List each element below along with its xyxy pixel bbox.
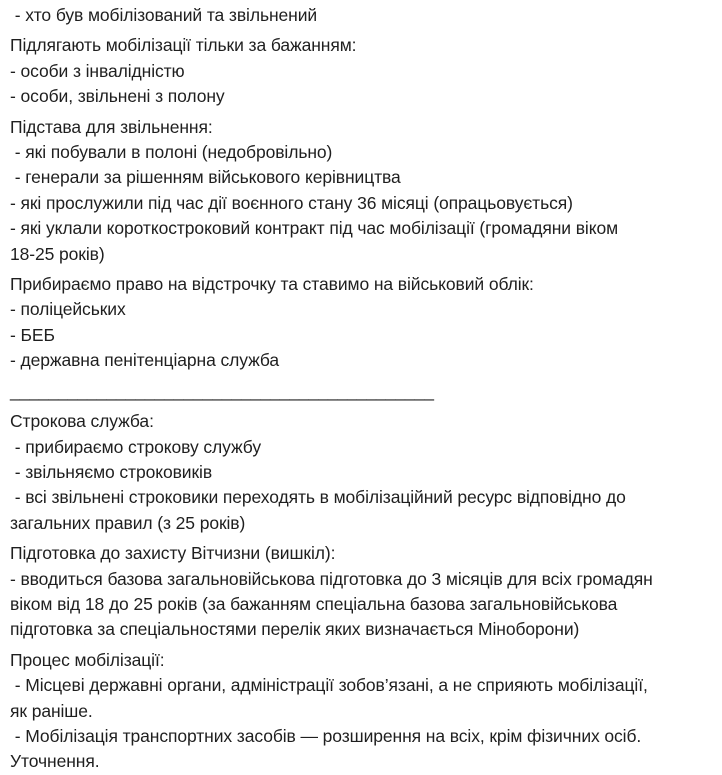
paragraph-continued-list (10, 3, 714, 28)
list-item-wrap: як раніше. (10, 700, 93, 721)
list-item-wrap: Уточнення. (10, 751, 100, 772)
list-item: - особи з інвалідністю (10, 60, 185, 81)
list-item: - які уклали короткостроковий контракт під час мобілізації (громадяни віком (10, 218, 619, 239)
list-item: - які побували в полоні (недобровільно) (10, 142, 333, 163)
list-item: - особи, звільнені з полону (10, 86, 225, 107)
paragraph-heading: Процес мобілізації: (10, 649, 165, 670)
list-item: - Мобілізація транспортних засобів — розширення на всіх, крім фізичних осіб. (10, 725, 642, 746)
separator-underscores (10, 379, 714, 404)
list-item: - які прослужили під час дії воєнного стану 36 місяці (опрацьовується) (10, 192, 573, 213)
paragraph-mobilization-process (10, 648, 714, 775)
list-item-wrap: загальних правил (з 25 років) (10, 512, 246, 533)
list-item-wrap: віком від 18 до 25 років (за бажанням спеціальна базова загальновійськова (10, 593, 618, 614)
separator-line: ____________________________________________ (10, 380, 434, 401)
list-item: - поліцейських (10, 299, 126, 320)
list-item: - державна пенітенціарна служба (10, 350, 280, 371)
paragraph-deferral-removal (10, 272, 714, 374)
list-item: - всі звільнені строковики переходять в мобілізаційний ресурс відповідно до (10, 487, 626, 508)
paragraph-heading: Підстава для звільнення: (10, 116, 213, 137)
paragraph-conscript-service (10, 409, 714, 536)
paragraph-heading: Строкова служба: (10, 411, 154, 432)
text-line: - хто був мобілізований та звільнений (10, 5, 318, 25)
paragraph-discharge-grounds (10, 115, 714, 267)
list-item: - вводиться базова загальновійськова підготовка до 3 місяців для всіх громадян (10, 568, 653, 589)
list-item: - БЕБ (10, 324, 55, 345)
list-item: - генерали за рішенням військового керівництва (10, 167, 401, 188)
list-item: - прибираємо строкову службу (10, 436, 261, 457)
list-item-wrap: підготовка за спеціальностями перелік яких визначається Міноборони) (10, 619, 580, 640)
paragraph-heading: Прибираємо право на відстрочку та ставимо на військовий облік: (10, 274, 534, 295)
list-item: - звільняємо строковиків (10, 461, 213, 482)
paragraph-voluntary-mobilization (10, 33, 714, 109)
list-item-wrap: 18-25 років) (10, 243, 105, 264)
paragraph-heading: Підготовка до захисту Вітчизни (вишкіл): (10, 543, 336, 564)
list-item: - Місцеві державні органи, адміністрації зобов’язані, а не сприяють мобілізації, (10, 675, 648, 696)
paragraph-basic-training (10, 541, 714, 643)
paragraph-heading: Підлягають мобілізації тільки за бажанням: (10, 35, 357, 56)
